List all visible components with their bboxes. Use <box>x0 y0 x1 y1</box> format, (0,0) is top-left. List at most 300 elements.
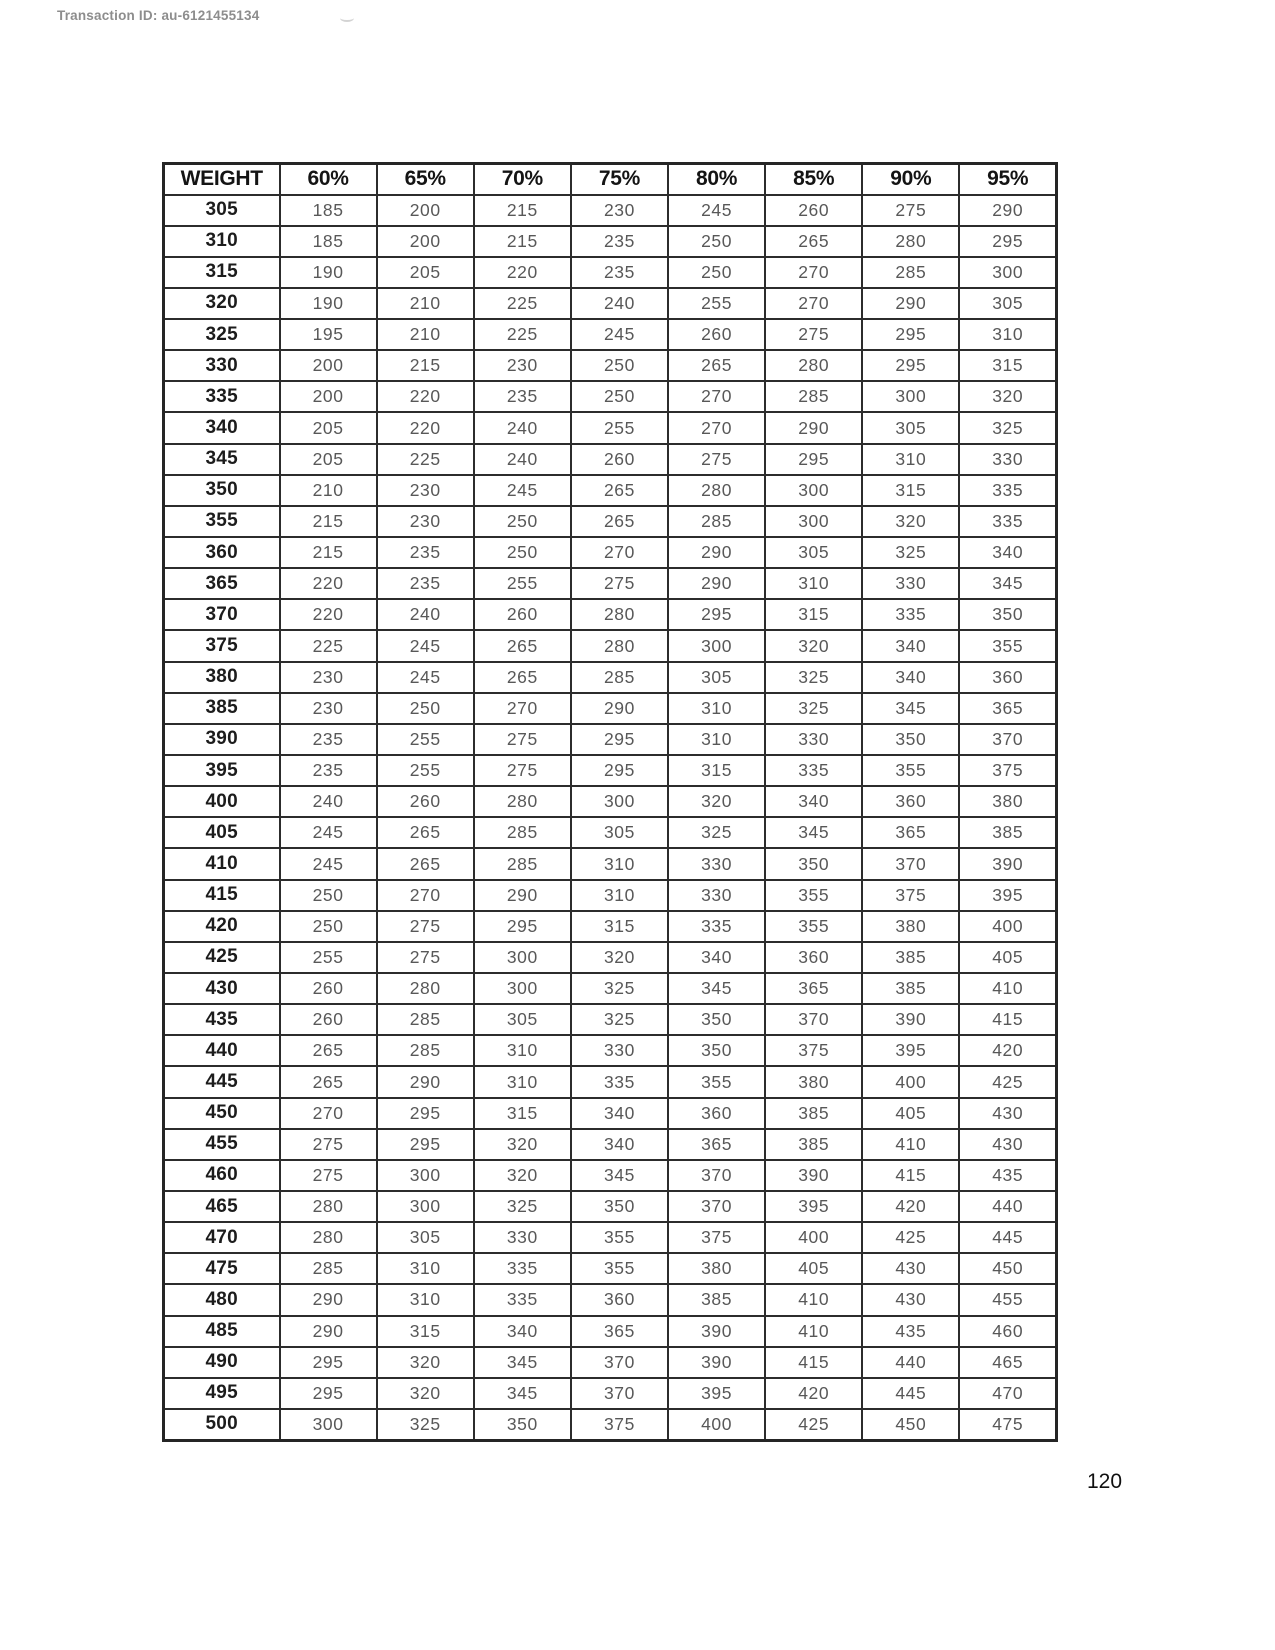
percentage-value-cell: 225 <box>474 319 571 350</box>
percentage-value-cell: 255 <box>280 942 377 973</box>
column-header-85pct: 85% <box>765 164 862 195</box>
percentage-value-cell: 265 <box>668 350 765 381</box>
percentage-value-cell: 325 <box>571 1004 668 1035</box>
percentage-value-cell: 325 <box>765 693 862 724</box>
percentage-value-cell: 340 <box>474 1316 571 1347</box>
percentage-value-cell: 275 <box>862 195 959 226</box>
percentage-value-cell: 285 <box>668 506 765 537</box>
percentage-value-cell: 205 <box>280 412 377 443</box>
percentage-value-cell: 415 <box>862 1160 959 1191</box>
percentage-value-cell: 345 <box>959 568 1056 599</box>
table-row <box>164 1035 1057 1066</box>
percentage-value-cell: 425 <box>959 1066 1056 1097</box>
percentage-value-cell: 285 <box>377 1035 474 1066</box>
weight-cell: 330 <box>164 350 280 381</box>
column-header-80pct: 80% <box>668 164 765 195</box>
percentage-value-cell: 310 <box>377 1284 474 1315</box>
percentage-value-cell: 270 <box>668 412 765 443</box>
percentage-value-cell: 360 <box>862 786 959 817</box>
column-header-70pct: 70% <box>474 164 571 195</box>
percentage-value-cell: 330 <box>862 568 959 599</box>
percentage-value-cell: 215 <box>474 226 571 257</box>
percentage-value-cell: 270 <box>571 537 668 568</box>
table-row <box>164 1347 1057 1378</box>
percentage-value-cell: 375 <box>571 1409 668 1441</box>
percentage-value-cell: 260 <box>474 599 571 630</box>
weight-cell: 465 <box>164 1191 280 1222</box>
percentage-value-cell: 350 <box>571 1191 668 1222</box>
table-row <box>164 817 1057 848</box>
table-header-row <box>164 164 1057 195</box>
percentage-value-cell: 280 <box>668 475 765 506</box>
percentage-value-cell: 425 <box>862 1222 959 1253</box>
percentage-value-cell: 205 <box>280 444 377 475</box>
percentage-value-cell: 435 <box>959 1160 1056 1191</box>
percentage-value-cell: 310 <box>377 1253 474 1284</box>
percentage-value-cell: 220 <box>474 257 571 288</box>
percentage-value-cell: 200 <box>280 381 377 412</box>
percentage-value-cell: 450 <box>862 1409 959 1441</box>
percentage-value-cell: 430 <box>862 1284 959 1315</box>
weight-cell: 470 <box>164 1222 280 1253</box>
percentage-value-cell: 320 <box>862 506 959 537</box>
percentage-value-cell: 300 <box>474 942 571 973</box>
percentage-value-cell: 210 <box>377 288 474 319</box>
percentage-value-cell: 370 <box>862 848 959 879</box>
percentage-value-cell: 355 <box>765 880 862 911</box>
percentage-value-cell: 325 <box>571 973 668 1004</box>
percentage-value-cell: 205 <box>377 257 474 288</box>
percentage-value-cell: 265 <box>765 226 862 257</box>
weight-cell: 400 <box>164 786 280 817</box>
percentage-value-cell: 210 <box>280 475 377 506</box>
percentage-value-cell: 345 <box>765 817 862 848</box>
percentage-value-cell: 355 <box>959 630 1056 661</box>
table-row <box>164 1066 1057 1097</box>
percentage-value-cell: 325 <box>959 412 1056 443</box>
table-row <box>164 880 1057 911</box>
percentage-value-cell: 245 <box>377 630 474 661</box>
percentage-value-cell: 335 <box>474 1253 571 1284</box>
percentage-value-cell: 275 <box>280 1160 377 1191</box>
percentage-value-cell: 330 <box>959 444 1056 475</box>
percentage-value-cell: 295 <box>765 444 862 475</box>
percentage-value-cell: 335 <box>959 506 1056 537</box>
percentage-value-cell: 420 <box>765 1378 862 1409</box>
weight-cell: 420 <box>164 911 280 942</box>
percentage-value-cell: 385 <box>959 817 1056 848</box>
percentage-value-cell: 315 <box>668 755 765 786</box>
percentage-value-cell: 340 <box>959 537 1056 568</box>
percentage-value-cell: 295 <box>862 319 959 350</box>
percentage-value-cell: 405 <box>765 1253 862 1284</box>
percentage-value-cell: 200 <box>377 195 474 226</box>
table-row <box>164 226 1057 257</box>
percentage-value-cell: 295 <box>377 1129 474 1160</box>
percentage-value-cell: 280 <box>377 973 474 1004</box>
table-row <box>164 288 1057 319</box>
percentage-value-cell: 290 <box>280 1284 377 1315</box>
percentage-value-cell: 340 <box>862 630 959 661</box>
percentage-value-cell: 305 <box>377 1222 474 1253</box>
percentage-value-cell: 270 <box>668 381 765 412</box>
percentage-value-cell: 310 <box>668 693 765 724</box>
column-header-90pct: 90% <box>862 164 959 195</box>
weight-cell: 310 <box>164 226 280 257</box>
percentage-value-cell: 285 <box>474 848 571 879</box>
percentage-value-cell: 315 <box>959 350 1056 381</box>
percentage-value-cell: 255 <box>474 568 571 599</box>
percentage-value-cell: 330 <box>571 1035 668 1066</box>
percentage-value-cell: 300 <box>862 381 959 412</box>
percentage-value-cell: 280 <box>280 1222 377 1253</box>
percentage-value-cell: 230 <box>377 475 474 506</box>
percentage-value-cell: 375 <box>668 1222 765 1253</box>
percentage-value-cell: 345 <box>474 1347 571 1378</box>
percentage-value-cell: 370 <box>571 1378 668 1409</box>
percentage-value-cell: 295 <box>571 755 668 786</box>
table-row <box>164 1222 1057 1253</box>
percentage-value-cell: 280 <box>571 630 668 661</box>
percentage-value-cell: 250 <box>668 226 765 257</box>
table-row <box>164 381 1057 412</box>
percentage-value-cell: 400 <box>862 1066 959 1097</box>
percentage-value-cell: 270 <box>765 257 862 288</box>
percentage-value-cell: 355 <box>571 1222 668 1253</box>
percentage-value-cell: 235 <box>377 568 474 599</box>
percentage-value-cell: 250 <box>280 880 377 911</box>
percentage-value-cell: 390 <box>668 1347 765 1378</box>
percentage-value-cell: 285 <box>862 257 959 288</box>
scan-artifact-mark <box>340 14 354 22</box>
percentage-value-cell: 375 <box>862 880 959 911</box>
percentage-value-cell: 355 <box>571 1253 668 1284</box>
table-row <box>164 568 1057 599</box>
percentage-value-cell: 340 <box>862 662 959 693</box>
percentage-value-cell: 235 <box>280 755 377 786</box>
percentage-value-cell: 295 <box>571 724 668 755</box>
percentage-value-cell: 310 <box>668 724 765 755</box>
table-row <box>164 1191 1057 1222</box>
percentage-value-cell: 370 <box>959 724 1056 755</box>
percentage-value-cell: 265 <box>280 1035 377 1066</box>
percentage-value-cell: 295 <box>668 599 765 630</box>
percentage-value-cell: 410 <box>765 1316 862 1347</box>
percentage-value-cell: 315 <box>377 1316 474 1347</box>
percentage-value-cell: 275 <box>571 568 668 599</box>
percentage-value-cell: 290 <box>571 693 668 724</box>
percentage-value-cell: 415 <box>765 1347 862 1378</box>
weight-cell: 500 <box>164 1409 280 1441</box>
percentage-value-cell: 345 <box>571 1160 668 1191</box>
percentage-value-cell: 410 <box>862 1129 959 1160</box>
percentage-value-cell: 350 <box>862 724 959 755</box>
percentage-value-cell: 320 <box>377 1378 474 1409</box>
percentage-value-cell: 225 <box>474 288 571 319</box>
column-header-60pct: 60% <box>280 164 377 195</box>
percentage-value-cell: 410 <box>959 973 1056 1004</box>
percentage-value-cell: 320 <box>377 1347 474 1378</box>
percentage-value-cell: 380 <box>959 786 1056 817</box>
percentage-value-cell: 360 <box>571 1284 668 1315</box>
percentage-value-cell: 290 <box>377 1066 474 1097</box>
percentage-value-cell: 465 <box>959 1347 1056 1378</box>
weight-cell: 355 <box>164 506 280 537</box>
percentage-value-cell: 350 <box>959 599 1056 630</box>
percentage-value-cell: 280 <box>862 226 959 257</box>
percentage-value-cell: 330 <box>474 1222 571 1253</box>
percentage-value-cell: 250 <box>280 911 377 942</box>
percentage-value-cell: 315 <box>765 599 862 630</box>
percentage-value-cell: 245 <box>280 817 377 848</box>
table-row <box>164 1160 1057 1191</box>
percentage-value-cell: 260 <box>280 1004 377 1035</box>
table-row <box>164 257 1057 288</box>
percentage-value-cell: 315 <box>474 1098 571 1129</box>
weight-cell: 370 <box>164 599 280 630</box>
percentage-value-cell: 300 <box>765 506 862 537</box>
percentage-value-cell: 230 <box>474 350 571 381</box>
percentage-value-cell: 395 <box>668 1378 765 1409</box>
percentage-value-cell: 340 <box>668 942 765 973</box>
percentage-value-cell: 235 <box>474 381 571 412</box>
percentage-value-cell: 415 <box>959 1004 1056 1035</box>
percentage-value-cell: 320 <box>474 1129 571 1160</box>
percentage-value-cell: 300 <box>571 786 668 817</box>
percentage-value-cell: 445 <box>862 1378 959 1409</box>
weight-cell: 315 <box>164 257 280 288</box>
percentage-value-cell: 325 <box>862 537 959 568</box>
percentage-value-cell: 240 <box>280 786 377 817</box>
percentage-value-cell: 185 <box>280 195 377 226</box>
percentage-value-cell: 200 <box>280 350 377 381</box>
weight-cell: 440 <box>164 1035 280 1066</box>
percentage-value-cell: 310 <box>765 568 862 599</box>
percentage-value-cell: 220 <box>280 599 377 630</box>
table-row <box>164 630 1057 661</box>
percentage-value-cell: 385 <box>862 942 959 973</box>
table-row <box>164 506 1057 537</box>
percentage-value-cell: 270 <box>377 880 474 911</box>
percentage-value-cell: 255 <box>571 412 668 443</box>
percentage-value-cell: 245 <box>280 848 377 879</box>
percentage-value-cell: 305 <box>571 817 668 848</box>
percentage-value-cell: 380 <box>765 1066 862 1097</box>
percentage-value-cell: 370 <box>668 1160 765 1191</box>
percentage-value-cell: 335 <box>765 755 862 786</box>
weight-cell: 395 <box>164 755 280 786</box>
percentage-value-cell: 275 <box>668 444 765 475</box>
percentage-value-cell: 335 <box>474 1284 571 1315</box>
percentage-value-cell: 290 <box>765 412 862 443</box>
table-row <box>164 693 1057 724</box>
table-row <box>164 444 1057 475</box>
percentage-value-cell: 270 <box>765 288 862 319</box>
percentage-value-cell: 285 <box>280 1253 377 1284</box>
percentage-value-cell: 350 <box>474 1409 571 1441</box>
column-header-65pct: 65% <box>377 164 474 195</box>
table-row <box>164 786 1057 817</box>
percentage-value-cell: 300 <box>377 1160 474 1191</box>
percentage-value-cell: 285 <box>571 662 668 693</box>
percentage-value-cell: 350 <box>668 1004 765 1035</box>
percentage-value-cell: 385 <box>765 1098 862 1129</box>
table-row <box>164 1378 1057 1409</box>
percentage-value-cell: 260 <box>571 444 668 475</box>
percentage-value-cell: 305 <box>765 537 862 568</box>
percentage-value-cell: 380 <box>862 911 959 942</box>
percentage-value-cell: 310 <box>571 848 668 879</box>
table-row <box>164 195 1057 226</box>
percentage-value-cell: 220 <box>280 568 377 599</box>
percentage-value-cell: 240 <box>474 412 571 443</box>
percentage-value-cell: 365 <box>959 693 1056 724</box>
percentage-value-cell: 350 <box>765 848 862 879</box>
percentage-value-cell: 375 <box>765 1035 862 1066</box>
table-row <box>164 1284 1057 1315</box>
percentage-value-cell: 210 <box>377 319 474 350</box>
table-row <box>164 350 1057 381</box>
percentage-value-cell: 260 <box>377 786 474 817</box>
percentage-value-cell: 365 <box>765 973 862 1004</box>
percentage-value-cell: 330 <box>668 848 765 879</box>
percentage-value-cell: 325 <box>668 817 765 848</box>
percentage-value-cell: 335 <box>862 599 959 630</box>
percentage-value-cell: 345 <box>474 1378 571 1409</box>
weight-cell: 375 <box>164 630 280 661</box>
table-row <box>164 475 1057 506</box>
weight-cell: 450 <box>164 1098 280 1129</box>
table-row <box>164 1253 1057 1284</box>
percentage-value-cell: 365 <box>862 817 959 848</box>
percentage-value-cell: 250 <box>668 257 765 288</box>
weight-cell: 435 <box>164 1004 280 1035</box>
percentage-value-cell: 320 <box>571 942 668 973</box>
percentage-value-cell: 250 <box>571 350 668 381</box>
percentage-value-cell: 280 <box>474 786 571 817</box>
percentage-value-cell: 355 <box>765 911 862 942</box>
percentage-value-cell: 395 <box>959 880 1056 911</box>
percentage-value-cell: 335 <box>668 911 765 942</box>
percentage-value-cell: 260 <box>668 319 765 350</box>
percentage-value-cell: 245 <box>668 195 765 226</box>
table-row <box>164 724 1057 755</box>
percentage-value-cell: 300 <box>280 1409 377 1441</box>
percentage-value-cell: 290 <box>862 288 959 319</box>
percentage-value-cell: 295 <box>474 911 571 942</box>
column-header-weight: WEIGHT <box>164 164 280 195</box>
weight-cell: 425 <box>164 942 280 973</box>
percentage-value-cell: 295 <box>280 1378 377 1409</box>
percentage-value-cell: 390 <box>959 848 1056 879</box>
weight-cell: 455 <box>164 1129 280 1160</box>
percentage-value-cell: 340 <box>571 1098 668 1129</box>
percentage-value-cell: 430 <box>959 1129 1056 1160</box>
percentage-value-cell: 245 <box>377 662 474 693</box>
table-row <box>164 319 1057 350</box>
percentage-value-cell: 265 <box>474 630 571 661</box>
percentage-value-cell: 345 <box>862 693 959 724</box>
transaction-id-text: Transaction ID: au-6121455134 <box>57 8 260 23</box>
percentage-value-cell: 420 <box>959 1035 1056 1066</box>
percentage-value-cell: 475 <box>959 1409 1056 1441</box>
percentage-value-cell: 250 <box>474 537 571 568</box>
percentage-value-cell: 285 <box>377 1004 474 1035</box>
percentage-value-cell: 385 <box>668 1284 765 1315</box>
percentage-value-cell: 370 <box>765 1004 862 1035</box>
percentage-value-cell: 310 <box>959 319 1056 350</box>
table-row <box>164 1316 1057 1347</box>
percentage-value-cell: 245 <box>474 475 571 506</box>
percentage-value-cell: 230 <box>377 506 474 537</box>
percentage-value-cell: 245 <box>571 319 668 350</box>
percentage-value-cell: 275 <box>474 724 571 755</box>
percentage-value-cell: 420 <box>862 1191 959 1222</box>
percentage-value-cell: 275 <box>474 755 571 786</box>
percentage-value-cell: 285 <box>765 381 862 412</box>
percentage-value-cell: 405 <box>862 1098 959 1129</box>
percentage-value-cell: 230 <box>280 662 377 693</box>
table-row <box>164 1004 1057 1035</box>
table-row <box>164 973 1057 1004</box>
weight-percentage-table <box>162 162 1058 1442</box>
weight-cell: 385 <box>164 693 280 724</box>
percentage-value-cell: 215 <box>377 350 474 381</box>
percentage-value-cell: 300 <box>377 1191 474 1222</box>
percentage-value-cell: 290 <box>959 195 1056 226</box>
percentage-value-cell: 255 <box>668 288 765 319</box>
table-row <box>164 755 1057 786</box>
percentage-value-cell: 440 <box>862 1347 959 1378</box>
percentage-value-cell: 270 <box>474 693 571 724</box>
percentage-value-cell: 215 <box>474 195 571 226</box>
percentage-value-cell: 220 <box>377 381 474 412</box>
percentage-value-cell: 400 <box>668 1409 765 1441</box>
weight-cell: 485 <box>164 1316 280 1347</box>
percentage-value-cell: 250 <box>377 693 474 724</box>
percentage-value-cell: 330 <box>668 880 765 911</box>
weight-cell: 445 <box>164 1066 280 1097</box>
percentage-value-cell: 275 <box>765 319 862 350</box>
percentage-value-cell: 335 <box>959 475 1056 506</box>
table-row <box>164 662 1057 693</box>
percentage-value-cell: 390 <box>862 1004 959 1035</box>
weight-cell: 430 <box>164 973 280 1004</box>
percentage-value-cell: 325 <box>765 662 862 693</box>
percentage-value-cell: 370 <box>571 1347 668 1378</box>
table-row <box>164 911 1057 942</box>
table-row <box>164 848 1057 879</box>
weight-cell: 380 <box>164 662 280 693</box>
percentage-value-cell: 445 <box>959 1222 1056 1253</box>
table-row <box>164 942 1057 973</box>
percentage-value-cell: 320 <box>765 630 862 661</box>
percentage-value-cell: 365 <box>668 1129 765 1160</box>
table-body <box>164 195 1057 1441</box>
weight-cell: 350 <box>164 475 280 506</box>
percentage-value-cell: 325 <box>377 1409 474 1441</box>
percentage-value-cell: 375 <box>959 755 1056 786</box>
percentage-value-cell: 355 <box>862 755 959 786</box>
percentage-value-cell: 400 <box>765 1222 862 1253</box>
percentage-value-cell: 305 <box>862 412 959 443</box>
percentage-value-cell: 410 <box>765 1284 862 1315</box>
percentage-value-cell: 430 <box>959 1098 1056 1129</box>
percentage-value-cell: 330 <box>765 724 862 755</box>
percentage-value-cell: 195 <box>280 319 377 350</box>
percentage-value-cell: 315 <box>862 475 959 506</box>
percentage-value-cell: 215 <box>280 506 377 537</box>
